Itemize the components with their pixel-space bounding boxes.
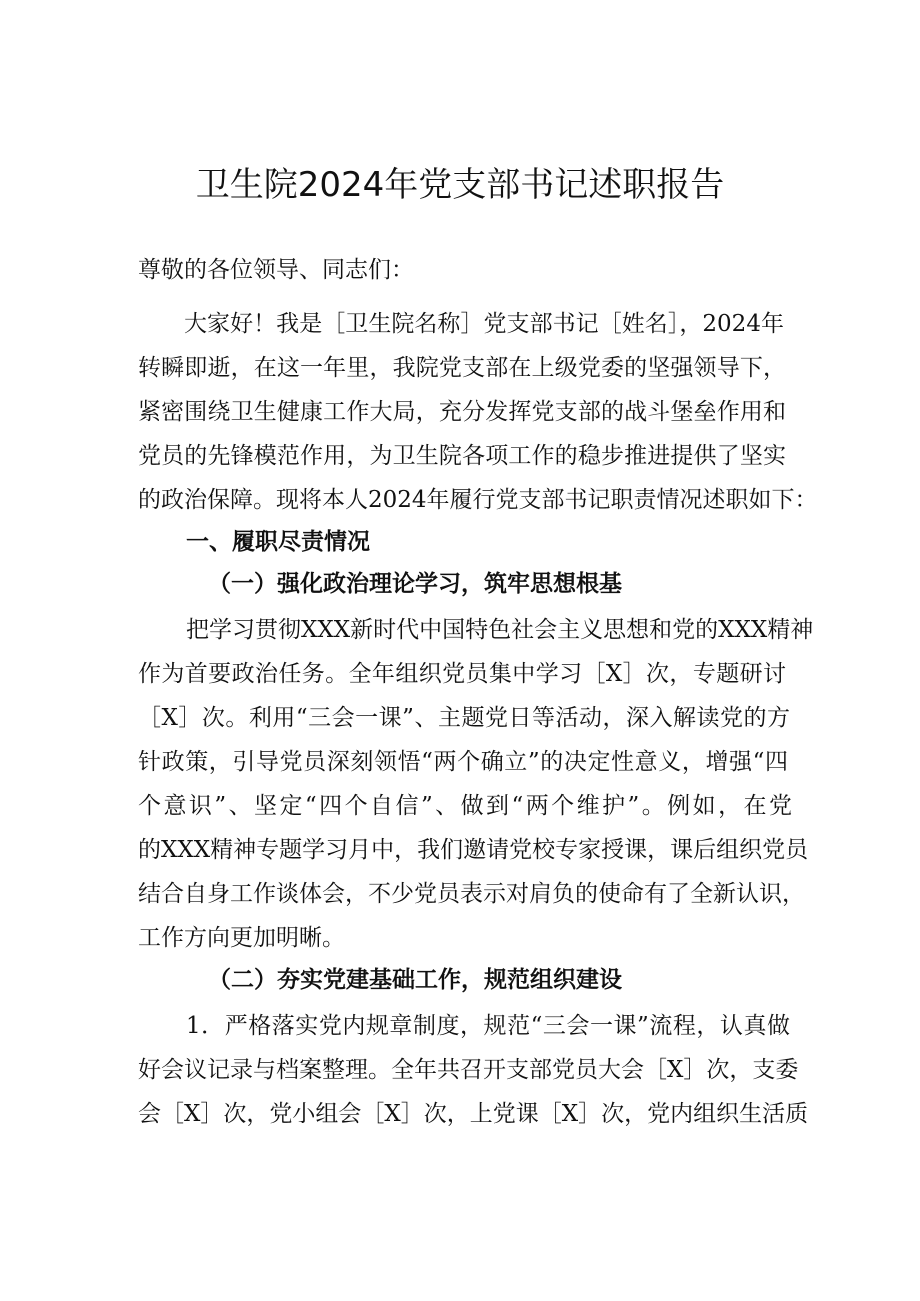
intro-line-5: 的政治保障。现将本人2024年履行党支部书记职责情况述职如下： — [138, 487, 818, 513]
subsection-heading-1: （一）强化政治理论学习，筑牢思想根基 — [208, 570, 622, 597]
subsection-heading-2: （二）夯实党建基础工作，规范组织建设 — [208, 966, 622, 993]
document-title: 卫生院2024年党支部书记述职报告 — [195, 165, 725, 205]
subsection1-line-7: 结合自身工作谈体会，不少党员表示对肩负的使命有了全新认识， — [138, 881, 805, 907]
intro-line-2: 转瞬即逝，在这一年里，我院党支部在上级党委的坚强领导下， — [138, 355, 786, 381]
subsection1-line-2: 作为首要政治任务。全年组织党员集中学习［X］次，专题研讨 — [138, 661, 786, 687]
subsection1-line-3: ［X］次。利用“三会一课”、主题党日等活动，深入解读党的方 — [138, 705, 790, 731]
subsection2-line-3: 会［X］次，党小组会［X］次，上党课［X］次，党内组织生活质 — [138, 1101, 809, 1127]
subsection2-line-1: 1．严格落实党内规章制度，规范“三会一课”流程，认真做 — [186, 1013, 790, 1039]
subsection1-line-8: 工作方向更加明晰。 — [138, 925, 345, 951]
subsection1-line-6: 的XXX精神专题学习月中，我们邀请党校专家授课，课后组织党员 — [138, 837, 809, 863]
section-heading-1: 一、履职尽责情况 — [186, 528, 370, 555]
greeting: 尊敬的各位领导、同志们： — [138, 257, 414, 283]
subsection1-line-5: 个意识”、坚定“四个自信”、做到“两个维护”。例如，在党 — [138, 793, 792, 819]
subsection1-line-1: 把学习贯彻XXX新时代中国特色社会主义思想和党的XXX精神 — [186, 617, 814, 643]
intro-line-3: 紧密围绕卫生健康工作大局，充分发挥党支部的战斗堡垒作用和 — [138, 399, 786, 425]
subsection1-line-4: 针政策，引导党员深刻领悟“两个确立”的决定性意义，增强“四 — [138, 749, 788, 775]
intro-line-1: 大家好！我是［卫生院名称］党支部书记［姓名］，2024年 — [184, 311, 784, 337]
intro-line-4: 党员的先锋模范作用，为卫生院各项工作的稳步推进提供了坚实 — [138, 443, 786, 469]
subsection2-line-2: 好会议记录与档案整理。全年共召开支部党员大会［X］次，支委 — [138, 1057, 799, 1083]
